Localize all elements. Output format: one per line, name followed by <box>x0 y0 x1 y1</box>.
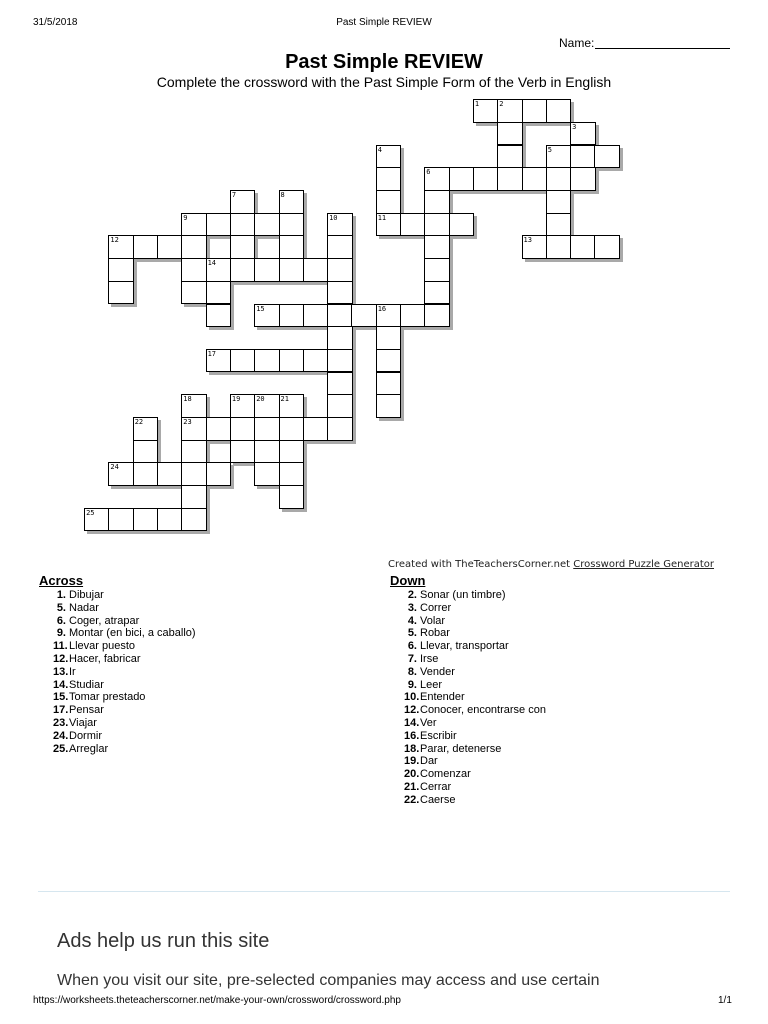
crossword-cell[interactable] <box>473 167 499 191</box>
clue-number-label: 13. <box>53 665 69 678</box>
clue-number-label: 15. <box>53 691 69 704</box>
clue-number-label: 6. <box>407 640 417 653</box>
clue-number-label: 7. <box>407 652 417 665</box>
clue-text: Leer <box>420 678 443 691</box>
clue-number-label: 18. <box>404 742 420 755</box>
crossword-cell-9[interactable] <box>181 213 207 237</box>
crossword-cell[interactable] <box>157 508 183 532</box>
clue-number-label: 14. <box>53 678 69 691</box>
clue-number-label: 5. <box>56 601 66 614</box>
clue-number-label: 9. <box>407 678 417 691</box>
clue-number: 21 <box>280 395 289 404</box>
credit-link[interactable]: Crossword Puzzle Generator <box>573 559 715 570</box>
crossword-cell-10[interactable] <box>327 213 353 237</box>
clue-number: 17 <box>207 349 217 358</box>
clue-text: Viajar <box>69 716 97 729</box>
down-clue <box>390 768 546 781</box>
clue-number-label: 24. <box>53 729 69 742</box>
crossword-cell[interactable] <box>181 235 207 259</box>
crossword-cell[interactable] <box>230 258 256 282</box>
crossword-cell[interactable] <box>327 258 353 282</box>
clue-text: Correr <box>420 601 452 614</box>
crossword-cell[interactable] <box>327 349 353 373</box>
crossword-cell[interactable] <box>351 304 377 328</box>
crossword-cell[interactable] <box>230 440 256 464</box>
clue-text: Volar <box>420 614 446 627</box>
down-clue <box>390 755 546 768</box>
footer-page-number: 1/1 <box>718 995 732 1006</box>
crossword-cell-2[interactable] <box>497 99 523 123</box>
across-clue <box>39 691 196 704</box>
crossword-cell[interactable] <box>424 213 450 237</box>
down-clues <box>390 573 546 807</box>
crossword-cell-6[interactable] <box>424 167 450 191</box>
crossword-cell[interactable] <box>546 167 572 191</box>
clue-text: Dibujar <box>69 589 104 601</box>
clue-number-label: 3. <box>407 601 417 614</box>
clue-text: Tomar prestado <box>69 691 146 704</box>
clue-text: Dar <box>420 755 438 768</box>
print-doc-title: Past Simple REVIEW <box>336 17 432 28</box>
clue-number-label: 12. <box>53 652 69 665</box>
across-clue <box>39 589 196 602</box>
clue-number: 3 <box>572 122 577 131</box>
crossword-cell[interactable] <box>522 99 548 123</box>
down-clue <box>390 679 546 692</box>
crossword-cell[interactable] <box>327 417 353 441</box>
crossword-cell[interactable] <box>327 326 353 350</box>
clue-number: 12 <box>110 236 119 245</box>
footer-url: https://worksheets.theteacherscorner.net/make-your-own/crossword/crossword.php <box>33 995 401 1006</box>
crossword-cell[interactable] <box>497 122 523 146</box>
down-clue <box>390 602 546 615</box>
clue-number: 23 <box>183 418 192 426</box>
clue-number: 4 <box>377 145 382 154</box>
crossword-cell-1[interactable] <box>473 99 499 123</box>
crossword-cell-15[interactable] <box>254 304 280 328</box>
clue-number-label: 12. <box>404 704 420 717</box>
print-date: 31/5/2018 <box>33 17 78 28</box>
clue-text: Hacer, fabricar <box>69 652 141 665</box>
crossword-cell[interactable] <box>181 462 207 486</box>
credit-line <box>388 559 714 570</box>
down-clue <box>390 653 546 666</box>
clue-text: Cerrar <box>420 780 452 793</box>
down-clue <box>390 691 546 704</box>
crossword-cell[interactable] <box>303 349 329 373</box>
crossword-cell[interactable] <box>157 235 183 259</box>
crossword-cell[interactable] <box>181 440 207 464</box>
clue-number: 22 <box>134 418 144 426</box>
crossword-cell-22[interactable] <box>133 417 159 441</box>
clue-text: Pensar <box>69 704 104 717</box>
crossword-cell[interactable] <box>400 304 426 328</box>
clue-number-label: 11. <box>53 640 68 653</box>
crossword-cell[interactable] <box>546 99 572 123</box>
down-clue <box>390 589 546 602</box>
across-clue <box>39 602 196 615</box>
clue-text: Caerse <box>420 793 456 806</box>
crossword-cell[interactable] <box>157 462 183 486</box>
crossword-cell[interactable] <box>230 213 256 237</box>
across-heading: Across <box>39 573 84 588</box>
ad-text: When you visit our site, pre-selected companies may access and use certain <box>57 972 600 989</box>
crossword-cell[interactable] <box>279 213 305 237</box>
down-clue <box>390 781 546 794</box>
clue-number: 9 <box>183 213 188 222</box>
crossword-cell-13[interactable] <box>522 235 548 259</box>
across-clue <box>39 717 196 730</box>
down-clue <box>390 794 546 807</box>
crossword-cell[interactable] <box>108 281 134 305</box>
crossword-cell[interactable] <box>230 349 256 373</box>
crossword-cell[interactable] <box>497 145 523 169</box>
crossword-cell[interactable] <box>181 281 207 305</box>
crossword-cell-4[interactable] <box>376 145 402 169</box>
crossword-cell-11[interactable] <box>376 213 402 237</box>
credit-prefix: Created with TheTeachersCorner.net <box>388 559 571 570</box>
page-title: Past Simple REVIEW <box>285 51 483 73</box>
crossword-cell[interactable] <box>133 462 159 486</box>
crossword-cell-23[interactable] <box>181 417 207 441</box>
clue-number: 16 <box>377 304 387 313</box>
clue-number-label: 22. <box>404 793 420 806</box>
clue-number-label: 10. <box>404 691 420 704</box>
clue-number: 1 <box>474 100 480 109</box>
name-line <box>595 48 730 49</box>
across-clue <box>39 704 196 717</box>
clue-text: Sonar (un timbre) <box>420 589 506 601</box>
down-clue <box>390 717 546 730</box>
crossword-cell[interactable] <box>376 190 402 214</box>
across-clue <box>39 666 196 679</box>
crossword-cell[interactable] <box>546 190 572 214</box>
crossword-cell-14[interactable] <box>206 258 232 282</box>
crossword-cell[interactable] <box>303 304 329 328</box>
crossword-cell[interactable] <box>570 235 596 259</box>
crossword-cell[interactable] <box>376 394 402 418</box>
clue-number-label: 1. <box>56 589 66 601</box>
crossword-cell[interactable] <box>279 440 305 464</box>
crossword-cell[interactable] <box>327 394 353 418</box>
clue-number: 10 <box>329 213 338 222</box>
crossword-cell-5[interactable] <box>546 145 572 169</box>
name-label: Name: <box>559 36 595 50</box>
crossword-cell-16[interactable] <box>376 304 402 328</box>
crossword-cell[interactable] <box>230 417 256 441</box>
clue-number-label: 5. <box>407 627 417 640</box>
crossword-cell-21[interactable] <box>279 394 305 418</box>
clue-number: 5 <box>547 145 553 154</box>
clue-text: Studiar <box>69 678 104 691</box>
crossword-cell[interactable] <box>254 213 280 237</box>
crossword-cell[interactable] <box>181 508 207 532</box>
down-clue <box>390 615 546 628</box>
clue-text: Comenzar <box>420 768 471 781</box>
crossword-cell[interactable] <box>327 235 353 259</box>
down-clue <box>390 640 546 653</box>
crossword-cell[interactable] <box>497 167 523 191</box>
clue-number-label: 21. <box>404 780 420 793</box>
crossword-cell[interactable] <box>279 417 305 441</box>
clue-text: Dormir <box>69 729 102 742</box>
clue-number: 8 <box>280 191 285 199</box>
across-clue <box>39 627 196 640</box>
crossword-cell[interactable] <box>230 235 256 259</box>
across-clue <box>39 679 196 692</box>
clue-text: Irse <box>420 652 439 665</box>
clue-number: 19 <box>231 395 241 404</box>
clue-number: 18 <box>183 395 192 404</box>
crossword-cell[interactable] <box>594 145 620 169</box>
clue-number: 14 <box>207 259 217 268</box>
clue-number-label: 4. <box>407 614 417 627</box>
crossword-cell[interactable] <box>181 485 207 509</box>
clue-number: 2 <box>499 100 504 109</box>
crossword-cell[interactable] <box>279 304 305 328</box>
crossword-cell[interactable] <box>570 167 596 191</box>
crossword-cell[interactable] <box>206 281 232 305</box>
crossword-cell[interactable] <box>206 304 232 328</box>
crossword-cell[interactable] <box>133 508 159 532</box>
crossword-cell[interactable] <box>400 213 426 237</box>
across-clue <box>39 640 196 653</box>
clue-text: Parar, detenerse <box>420 742 502 755</box>
clue-text: Ver <box>420 716 437 729</box>
down-clue <box>390 743 546 756</box>
crossword-cell-24[interactable] <box>108 462 134 486</box>
clue-number-label: 9. <box>56 627 66 640</box>
clue-number: 20 <box>256 395 265 404</box>
crossword-cell[interactable] <box>327 281 353 305</box>
crossword-cell[interactable] <box>546 213 572 237</box>
crossword-cell-7[interactable] <box>230 190 256 214</box>
crossword-cell[interactable] <box>303 417 329 441</box>
clue-number-label: 8. <box>407 665 417 678</box>
clue-text: Arreglar <box>69 742 109 755</box>
crossword-cell[interactable] <box>570 145 596 169</box>
crossword-cell-12[interactable] <box>108 235 134 259</box>
clue-text: Conocer, encontrarse con <box>420 704 546 717</box>
page-subtitle: Complete the crossword with the Past Simple Form of the Verb in English <box>156 74 612 90</box>
clue-text: Llevar, transportar <box>420 640 509 653</box>
clue-number: 13 <box>523 236 532 245</box>
across-list <box>39 589 196 755</box>
across-clue <box>39 615 196 628</box>
crossword-cell[interactable] <box>424 281 450 305</box>
down-list <box>390 589 546 807</box>
crossword-cell[interactable] <box>279 349 305 373</box>
down-clue <box>390 666 546 679</box>
crossword-cell[interactable] <box>327 372 353 396</box>
clue-text: Ir <box>69 665 76 678</box>
clue-text: Nadar <box>69 601 99 614</box>
clue-number: 6 <box>426 168 431 177</box>
clue-number: 25 <box>86 508 95 517</box>
crossword-cell[interactable] <box>376 372 402 396</box>
crossword-cell[interactable] <box>133 235 159 259</box>
crossword-cell[interactable] <box>303 258 329 282</box>
crossword-cell[interactable] <box>279 235 305 259</box>
crossword-cell[interactable] <box>254 258 280 282</box>
across-clue <box>39 653 196 666</box>
crossword-cell-8[interactable] <box>279 190 305 214</box>
clue-number-label: 6. <box>56 614 66 627</box>
crossword-cell[interactable] <box>254 440 280 464</box>
crossword-cell-20[interactable] <box>254 394 280 418</box>
down-clue <box>390 730 546 743</box>
clue-text: Montar (en bici, a caballo) <box>69 627 196 640</box>
crossword-cell[interactable] <box>449 213 475 237</box>
ad-divider <box>38 891 730 892</box>
crossword-cell[interactable] <box>327 304 353 328</box>
crossword-cell[interactable] <box>376 326 402 350</box>
crossword-cell[interactable] <box>254 349 280 373</box>
clue-number: 15 <box>256 304 265 313</box>
crossword-cell-17[interactable] <box>206 349 232 373</box>
clue-text: Escribir <box>420 729 457 742</box>
crossword-cell[interactable] <box>279 485 305 509</box>
clue-number: 11 <box>377 213 387 222</box>
clue-number-label: 23. <box>53 716 69 729</box>
crossword-cell[interactable] <box>279 462 305 486</box>
clue-number-label: 2. <box>407 589 417 601</box>
crossword-cell[interactable] <box>546 235 572 259</box>
clue-text: Entender <box>420 691 465 704</box>
crossword-cell[interactable] <box>376 349 402 373</box>
crossword-cell[interactable] <box>206 417 232 441</box>
crossword-cell[interactable] <box>594 235 620 259</box>
clue-number-label: 19. <box>404 755 420 768</box>
across-clues <box>39 573 196 755</box>
clue-number: 24 <box>110 463 119 472</box>
crossword-cell[interactable] <box>206 213 232 237</box>
crossword-cell[interactable] <box>254 462 280 486</box>
crossword-cell[interactable] <box>449 167 475 191</box>
crossword-cell-19[interactable] <box>230 394 256 418</box>
clue-text: Vender <box>420 665 455 678</box>
crossword-cell[interactable] <box>108 258 134 282</box>
crossword-cell[interactable] <box>254 417 280 441</box>
clue-number-label: 14. <box>404 716 420 729</box>
crossword-cell[interactable] <box>181 258 207 282</box>
clue-number-label: 20. <box>404 768 420 781</box>
crossword-cell-25[interactable] <box>84 508 110 532</box>
across-clue <box>39 743 196 756</box>
crossword-cell-3[interactable] <box>570 122 596 146</box>
clue-text: Robar <box>420 627 450 640</box>
crossword-cell[interactable] <box>522 167 548 191</box>
crossword-cell[interactable] <box>279 258 305 282</box>
clue-number-label: 25. <box>53 742 69 755</box>
crossword-cell[interactable] <box>424 190 450 214</box>
clue-number: 7 <box>231 191 237 199</box>
crossword-cell[interactable] <box>108 508 134 532</box>
clue-text: Coger, atrapar <box>69 614 140 627</box>
crossword-cell[interactable] <box>424 235 450 259</box>
down-clue <box>390 627 546 640</box>
ad-title: Ads help us run this site <box>57 930 270 952</box>
crossword-cell[interactable] <box>424 258 450 282</box>
down-heading: Down <box>390 573 426 588</box>
crossword-cell[interactable] <box>133 440 159 464</box>
clue-number-label: 16. <box>404 729 420 742</box>
crossword-cell[interactable] <box>206 462 232 486</box>
crossword-cell-18[interactable] <box>181 394 207 418</box>
across-clue <box>39 730 196 743</box>
crossword-cell[interactable] <box>376 167 402 191</box>
clue-number-label: 17. <box>53 704 69 717</box>
crossword-cell[interactable] <box>424 304 450 328</box>
clue-text: Llevar puesto <box>69 640 136 653</box>
down-clue <box>390 704 546 717</box>
